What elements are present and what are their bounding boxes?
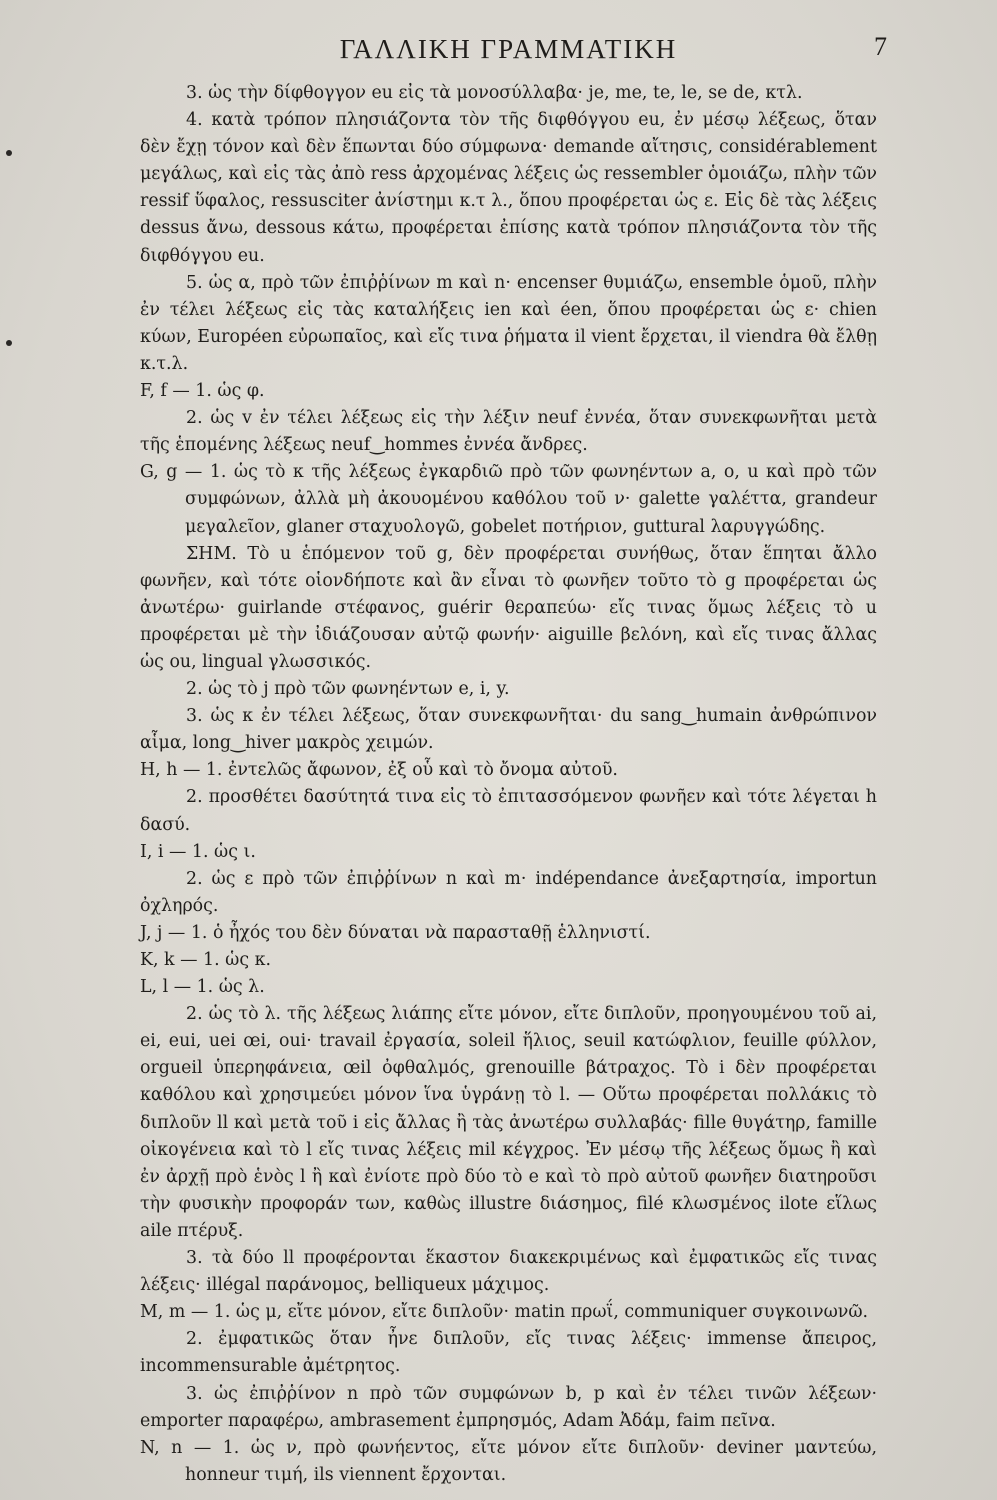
page-number: 7: [874, 32, 887, 61]
rule-4: 4. κατὰ τρόπον πλησιάζοντα τὸν τῆς διφθόγγου eu, ἐν μέσῳ λέξεως, ὅταν δὲν ἔχῃ τόνον καὶ δὲν ἕπωνται δύο σύμφωνα· demande αἴτησις, considérablement μεγάλως, καὶ εἰς τὰς ἀπὸ ress ἀρχομένας λέξεις ὡς ressembler ὁμοιάζω, πλὴν τῶν ressif ὕφαλος, ressusciter ἀνίστημι κ.τ λ., ὅπου προφέρεται ὡς ε. Εἰς δὲ τὰς λέξεις dessus ἄνω, dessous κάτω, προφέρεται ἐπίσης κατὰ τρόπον πλησιάζοντα τὸν τῆς διφθόγγου eu.: [140, 110, 877, 266]
page-body: [140, 80, 877, 1489]
entry-l-3: 3. τὰ δύο ll προφέρονται ἕκαστον διακεκριμένως καὶ ἐμφατικῶς εἴς τινας λέξεις· illégal παράνομος, belliqueux μάχιμος.: [140, 1248, 877, 1296]
entry-n-1: N, n — 1. ὡς ν, πρὸ φωνήεντος, εἴτε μόνον εἴτε διπλοῦν· deviner μαντεύω, honneur τιμή, ils viennent ἔρχονται.: [140, 1437, 877, 1485]
entry-g-3: 3. ὡς κ ἐν τέλει λέξεως, ὅταν συνεκφωνῆται· du sang‿humain ἀνθρώπινον αἷμα, long‿hiver μακρὸς χειμών.: [140, 706, 877, 754]
entry-g-1: G, g — 1. ὡς τὸ κ τῆς λέξεως ἐγκαρδιῶ πρὸ τῶν φωνηέντων a, o, u καὶ πρὸ τῶν συμφώνων, ἀλλὰ μὴ ἀκουομένου καθόλου τοῦ ν· galette γαλέττα, grandeur μεγαλεῖον, glaner σταχυολογῶ, gobelet ποτήριον, guttural λαρυγγώδης.: [140, 462, 877, 537]
entry-k-1: K, k — 1. ὡς κ.: [140, 950, 271, 970]
entry-i-1: I, i — 1. ὡς ι.: [140, 841, 256, 862]
entry-f-1: F, f — 1. ὡς φ.: [140, 381, 265, 402]
entry-l-1: L, l — 1. ὡς λ.: [140, 977, 265, 998]
entry-f-2: 2. ὡς v ἐν τέλει λέξεως εἰς τὴν λέξιν neuf ἐννέα, ὅταν συνεκφωνῆται μετὰ τῆς ἑπομένης λέξεως neuf‿hommes ἐννέα ἄνδρες.: [140, 408, 877, 456]
note-shm: ΣΗΜ. Τὸ u ἑπόμενον τοῦ g, δὲν προφέρεται συνήθως, ὅταν ἕπηται ἄλλο φωνῆεν, καὶ τότε οἱονδήποτε καὶ ἂν εἶναι τὸ φωνῆεν τοῦτο τὸ g προφέρεται ὡς ἀνωτέρω· guirlande στέφανος, guérir θεραπεύω· εἴς τινας ὅμως λέξεις τὸ u προφέρεται μὲ τὴν ἰδιάζουσαν αὐτῷ φωνήν· aiguille βελόνη, καὶ εἴς τινας ἄλλας ὡς ou, lingual γλωσσικός.: [140, 543, 877, 672]
entry-g-2: 2. ὡς τὸ j πρὸ τῶν φωνηέντων e, i, y.: [186, 679, 510, 700]
entry-l-2: 2. ὡς τὸ λ. τῆς λέξεως λιάπης εἴτε μόνον, εἴτε διπλοῦν, προηγουμένου τοῦ ai, ei, eui, uei œi, oui· travail ἐργασία, soleil ἥλιος, seuil κατώφλιον, feuille φύλλον, orgueil ὑπερηφάνεια, œil ὀφθαλμός, grenouille βάτραχος. Τὸ i δὲν προφέρεται καθόλου καὶ χρησιμεύει μόνον ἵνα ὑγράνῃ τὸ l. — Οὕτω προφέρεται πολλάκις τὸ διπλοῦν ll καὶ μετὰ τοῦ i εἰς ἄλλας ἢ τὰς ἀνωτέρω συλλαβάς· fille θυγάτηρ, famille οἰκογένεια καὶ τὸ l εἴς τινας λέξεις mil κέγχρος. Ἐν μέσῳ τῆς λέξεως ὅμως ἢ καὶ ἐν ἀρχῇ πρὸ ἑνὸς l ἢ καὶ ἐνίοτε πρὸ δύο τὸ e καὶ τὸ πρὸ αὐτοῦ φωνῆεν διατηροῦσι τὴν φυσικὴν προφοράν των, καθὼς illustre διάσημος, filé κλωσμένος ilote εἵλως aile πτέρυξ.: [140, 1004, 877, 1241]
rule-3: 3. ὡς τὴν δίφθογγον eu εἰς τὰ μονοσύλλαβα· je, me, te, le, se de, κτλ.: [186, 83, 803, 103]
ink-speck: [6, 340, 12, 346]
entry-m-3: 3. ὡς ἐπιῤῥίνον n πρὸ τῶν συμφώνων b, p καὶ ἐν τέλει τινῶν λέξεων· emporter παραφέρω, ambrasement ἐμπρησμός, Adam Ἀδάμ, faim πεῖνα.: [140, 1383, 877, 1431]
running-title: ΓΑΛΛΙΚΗ ΓΡΑΜΜΑΤΙΚΗ: [339, 34, 678, 64]
ink-speck: [6, 150, 12, 156]
entry-h-2: 2. προσθέτει δασύτητά τινα εἰς τὸ ἐπιτασσόμενον φωνῆεν καὶ τότε λέγεται h δασύ.: [140, 787, 877, 835]
entry-h-1: H, h — 1. ἐντελῶς ἄφωνον, ἐξ οὗ καὶ τὸ ὄνομα αὐτοῦ.: [140, 760, 618, 781]
page-header: [140, 30, 887, 80]
entry-j-1: J, j — 1. ὁ ἦχός του δὲν δύναται νὰ παρασταθῇ ἑλληνιστί.: [140, 922, 651, 943]
entry-m-1: M, m — 1. ὡς μ, εἴτε μόνον, εἴτε διπλοῦν· matin πρωΐ, communiquer συγκοινωνῶ.: [140, 1302, 869, 1323]
entry-m-2: 2. ἐμφατικῶς ὅταν ἦνε διπλοῦν, εἴς τινας λέξεις· immense ἄπειρος, incommensurable ἀμέτρητος.: [140, 1329, 877, 1377]
rule-5: 5. ὡς α, πρὸ τῶν ἐπιῤῥίνων m καὶ n· encenser θυμιάζω, ensemble ὁμοῦ, πλὴν ἐν τέλει λέξεως εἰς τὰς καταλήξεις ien καὶ éen, ὅπου προφέρεται ὡς ε· chien κύων, Européen εὐρωπαῖος, καὶ εἴς τινα ῥήματα il vient ἔρχεται, il viendra θὰ ἔλθῃ κ.τ.λ.: [140, 272, 877, 374]
entry-i-2: 2. ὡς ε πρὸ τῶν ἐπιῤῥίνων n καὶ m· indépendance ἀνεξαρτησία, importun ὀχληρός.: [140, 868, 877, 916]
